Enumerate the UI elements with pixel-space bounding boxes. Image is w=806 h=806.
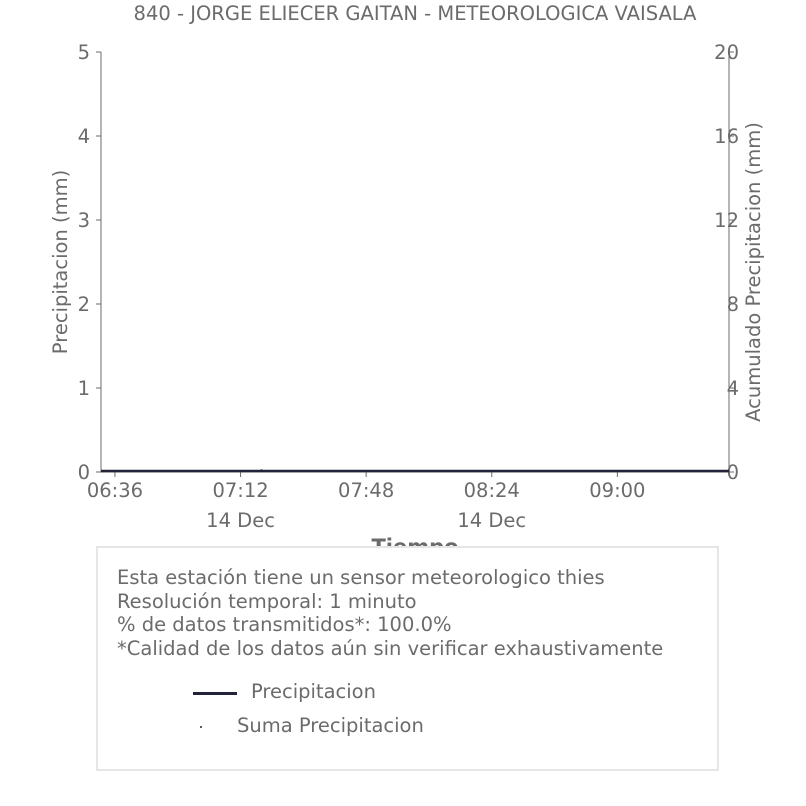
y-tick-label: 3 [77, 209, 90, 232]
x-date-label: 14 Dec [206, 509, 275, 532]
y2-tick-label: 16 [714, 125, 739, 148]
y-tick-label: 0 [77, 461, 90, 484]
y2-tick-label: 8 [726, 293, 739, 316]
y2-tick-label: 20 [714, 41, 739, 64]
info-line-transmitted: % de datos transmitidos*: 100.0% [117, 613, 452, 637]
x-tick-label: 06:36 [86, 479, 144, 502]
y2-tick-label: 4 [726, 377, 739, 400]
x-tick-label: 08:24 [463, 479, 520, 502]
y2-tick-label: 12 [714, 209, 739, 232]
x-tick-label: 07:48 [338, 479, 395, 502]
info-line-sensor: Esta estación tiene un sensor meteorologico thies [117, 566, 605, 589]
y2-axis-label: Acumulado Precipitacion (mm) [742, 122, 765, 422]
chart-title: 840 - JORGE ELIECER GAITAN - METEOROLOGICA VAISALA [133, 2, 697, 25]
info-line-resolution: Resolución temporal: 1 minuto [117, 589, 417, 613]
info-text [117, 566, 663, 660]
x-tick-label: 09:00 [589, 479, 646, 502]
info-box [96, 546, 719, 771]
legend-label-suma-precipitacion: Suma Precipitacion [237, 714, 424, 737]
y-tick-label: 2 [77, 293, 90, 316]
y-tick-label: 5 [77, 41, 90, 64]
info-line-quality-note: *Calidad de los datos aún sin verificar exhaustivamente [117, 636, 664, 660]
legend-line-swatch [193, 692, 237, 695]
x-tick-label: 07:12 [212, 479, 269, 502]
y-axis-label: Precipitacion (mm) [49, 169, 72, 355]
y2-tick-label: 0 [726, 461, 739, 484]
y-tick-label: 4 [77, 125, 90, 148]
series-point-suma-precipitacion [260, 469, 263, 472]
legend-dot-swatch [200, 726, 202, 728]
legend-label-precipitacion: Precipitacion [251, 680, 376, 703]
x-date-label: 14 Dec [457, 509, 527, 532]
y-tick-label: 1 [77, 377, 90, 400]
